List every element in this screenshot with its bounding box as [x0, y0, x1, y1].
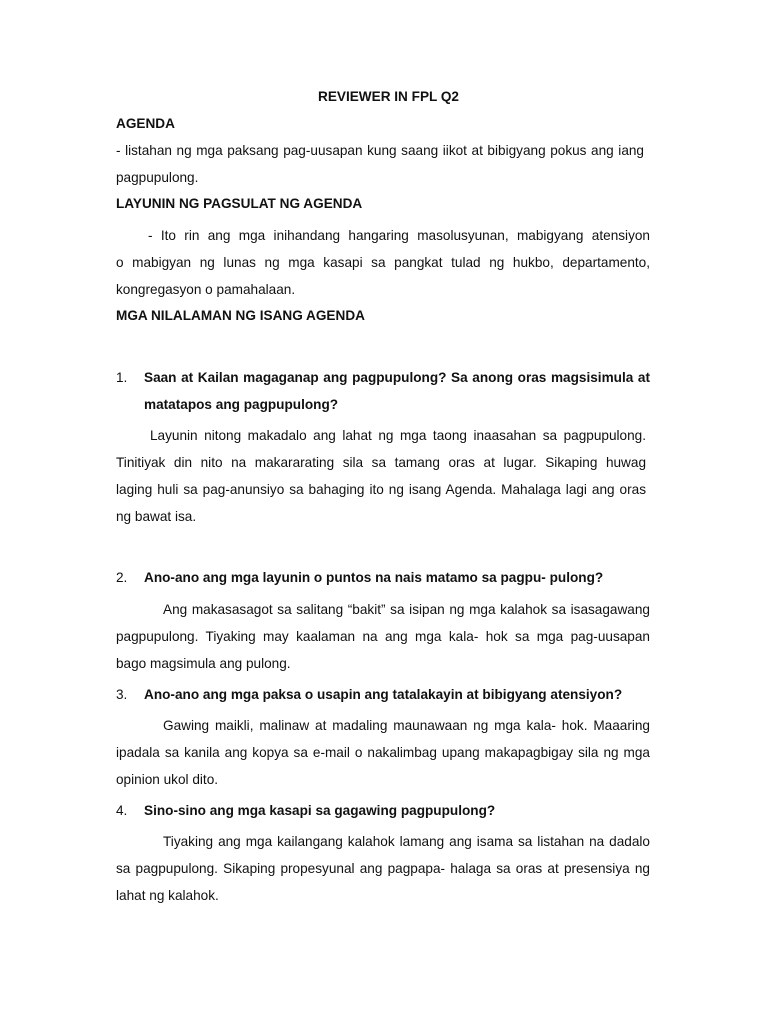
item-number: 4.: [116, 803, 128, 818]
document-title: REVIEWER IN FPL Q2: [318, 89, 459, 104]
item-answer-line: Ang makasasagot sa salitang “bakit” sa isipan ng mga kalahok sa isasagawang: [163, 602, 650, 617]
item-answer-line: Layunin nitong makadalo ang lahat ng mga taong inaasahan sa pagpupulong.: [150, 428, 646, 443]
item-number: 3.: [116, 687, 128, 702]
item-question-line: Saan at Kailan magaganap ang pagpupulong? Sa anong oras magsisimula at: [144, 370, 650, 385]
item-answer-line: Tiyaking ang mga kailangang kalahok lamang ang isama sa listahan na dadalo: [163, 834, 650, 849]
item-question-line: matatapos ang pagpupulong?: [144, 397, 339, 412]
item-answer-line: Tinitiyak din nito na makararating sila sa tamang oras at lugar. Sikaping huwag: [116, 455, 646, 470]
item-question-line: Ano-ano ang mga paksa o usapin ang tatalakayin at bibigyang atensiyon?: [144, 687, 623, 702]
layunin-body-line: o mabigyan ng lunas ng mga kasapi sa pangkat tulad ng hukbo, departamento,: [116, 255, 650, 270]
item-answer-line: opinion ukol dito.: [116, 772, 219, 787]
agenda-definition-line: pagpupulong.: [116, 170, 199, 185]
item-answer-line: bago magsimula ang pulong.: [116, 656, 291, 671]
item-answer-line: lahat ng kalahok.: [116, 888, 219, 903]
item-number: 2.: [116, 570, 128, 585]
item-number: 1.: [116, 370, 128, 385]
item-answer-line: ng bawat isa.: [116, 509, 197, 524]
agenda-definition-line: - listahan ng mga paksang pag-uusapan kung saang iikot at bibigyang pokus ang iang: [116, 143, 644, 158]
item-answer-line: sa pagpupulong. Sikaping propesyunal ang pagpapa- halaga sa oras at presensiya ng: [116, 861, 650, 876]
agenda-heading: AGENDA: [116, 116, 175, 131]
layunin-body-line: - Ito rin ang mga inihandang hangaring masolusyunan, mabigyang atensiyon: [148, 228, 650, 243]
item-answer-line: laging huli sa pag-anunsiyo sa bahaging ito ng isang Agenda. Mahalaga lagi ang oras: [116, 482, 646, 497]
nilalaman-heading: MGA NILALAMAN NG ISANG AGENDA: [116, 308, 365, 323]
layunin-body-line: kongregasyon o pamahalaan.: [116, 282, 296, 297]
item-question-line: Sino-sino ang mga kasapi sa gagawing pagpupulong?: [144, 803, 496, 818]
item-answer-line: Gawing maikli, malinaw at madaling maunawaan ng mga kala- hok. Maaaring: [163, 718, 650, 733]
layunin-heading: LAYUNIN NG PAGSULAT NG AGENDA: [116, 196, 363, 211]
item-answer-line: ipadala sa kanila ang kopya sa e-mail o nakalimbag upang makapagbigay sila ng mga: [116, 745, 650, 760]
item-answer-line: pagpupulong. Tiyaking may kaalaman na ang mga kala- hok sa mga pag-uusapan: [116, 629, 650, 644]
item-question-line: Ano-ano ang mga layunin o puntos na nais matamo sa pagpu- pulong?: [144, 570, 604, 585]
